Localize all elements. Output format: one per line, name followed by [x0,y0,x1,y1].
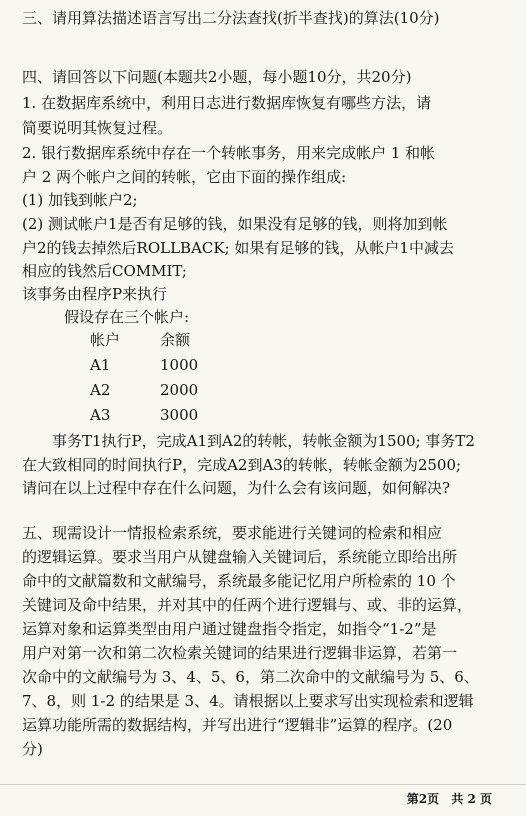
q2-op2-line1: (2) 测试帐户1是否有足够的钱，如果没有足够的钱，则将加到帐 [22,215,448,233]
section5-line5: 运算对象和运算类型由用户通过键盘指令指定，如指令“1-2”是 [22,620,437,638]
section4-heading: 四、请回答以下问题(本题共2小题，每小题10分，共20分) [22,68,412,86]
section5-line7: 次命中的文献编号为 3、4、5、6，第二次命中的文献编号为 5、6、 [22,668,479,686]
section5-line3: 命中的文献篇数和文献编号，系统最多能记忆用户所检索的 10 个 [22,572,456,590]
q2-op2-line3: 相应的钱然后COMMIT; [22,262,187,280]
table-cell-account: A1 [90,356,111,374]
table-cell-account: A3 [90,406,111,424]
page-footer [407,790,492,807]
section3-question: 三、请用算法描述语言写出二分法查找(折半查找)的算法(10分) [22,9,440,27]
q1-line1: 1. 在数据库系统中，利用日志进行数据库恢复有哪些方法，请 [22,94,432,112]
q2-exec: 该事务由程序P来执行 [22,285,168,303]
q2-line1: 2. 银行数据库系统中存在一个转帐事务，用来完成帐户 1 和帐 [22,144,436,162]
section5-line4: 关键词及命中结果，并对其中的任两个进行逻辑与、或、非的运算， [22,596,473,614]
q2-line2: 户 2 两个帐户之间的转帐，它由下面的操作组成: [22,168,347,186]
footer-divider [0,784,526,785]
section5-line10: 分) [22,740,43,758]
table-cell-balance: 3000 [160,406,199,424]
page-number: 第2页 [406,792,440,806]
page-total: 共 2 页 [451,792,492,806]
section5-line2: 的逻辑运算。要求当用户从键盘输入关键词后，系统能立即给出所 [22,548,458,566]
q2-para-line3: 请问在以上过程中存在什么问题，为什么会有该问题，如何解决? [22,479,451,497]
section5-line1: 五、现需设计一情报检索系统，要求能进行关键词的检索和相应 [22,524,443,542]
q2-op2-line2: 户2的钱去掉然后ROLLBACK; 如果有足够的钱，从帐户1中减去 [22,239,454,257]
q2-assume: 假设存在三个帐户: [64,308,190,326]
account-table [90,320,290,440]
table-cell-account: A2 [90,381,111,399]
section5-line9: 运算功能所需的数据结构，并写出进行“逻辑非”运算的程序。(20 [22,716,453,734]
q1-line2: 简要说明其恢复过程。 [22,119,173,137]
table-header-account: 帐户 [90,331,121,349]
table-cell-balance: 2000 [160,381,199,399]
section5-line8: 7、8，则 1-2 的结果是 3、4。请根据以上要求写出实现检索和逻辑 [22,692,474,710]
q2-para-line2: 在大致相同的时间执行P，完成A2到A3的转帐，转帐金额为2500; [22,456,462,474]
table-header-balance: 余额 [160,331,191,349]
table-cell-balance: 1000 [160,356,199,374]
q2-para-line1: 事务T1执行P，完成A1到A2的转帐，转帐金额为1500; 事务T2 [52,432,475,450]
section5-line6: 用户对第一次和第二次检索关键词的结果进行逻辑非运算，若第一 [22,644,458,662]
q2-op1: (1) 加钱到帐户2; [22,191,138,209]
